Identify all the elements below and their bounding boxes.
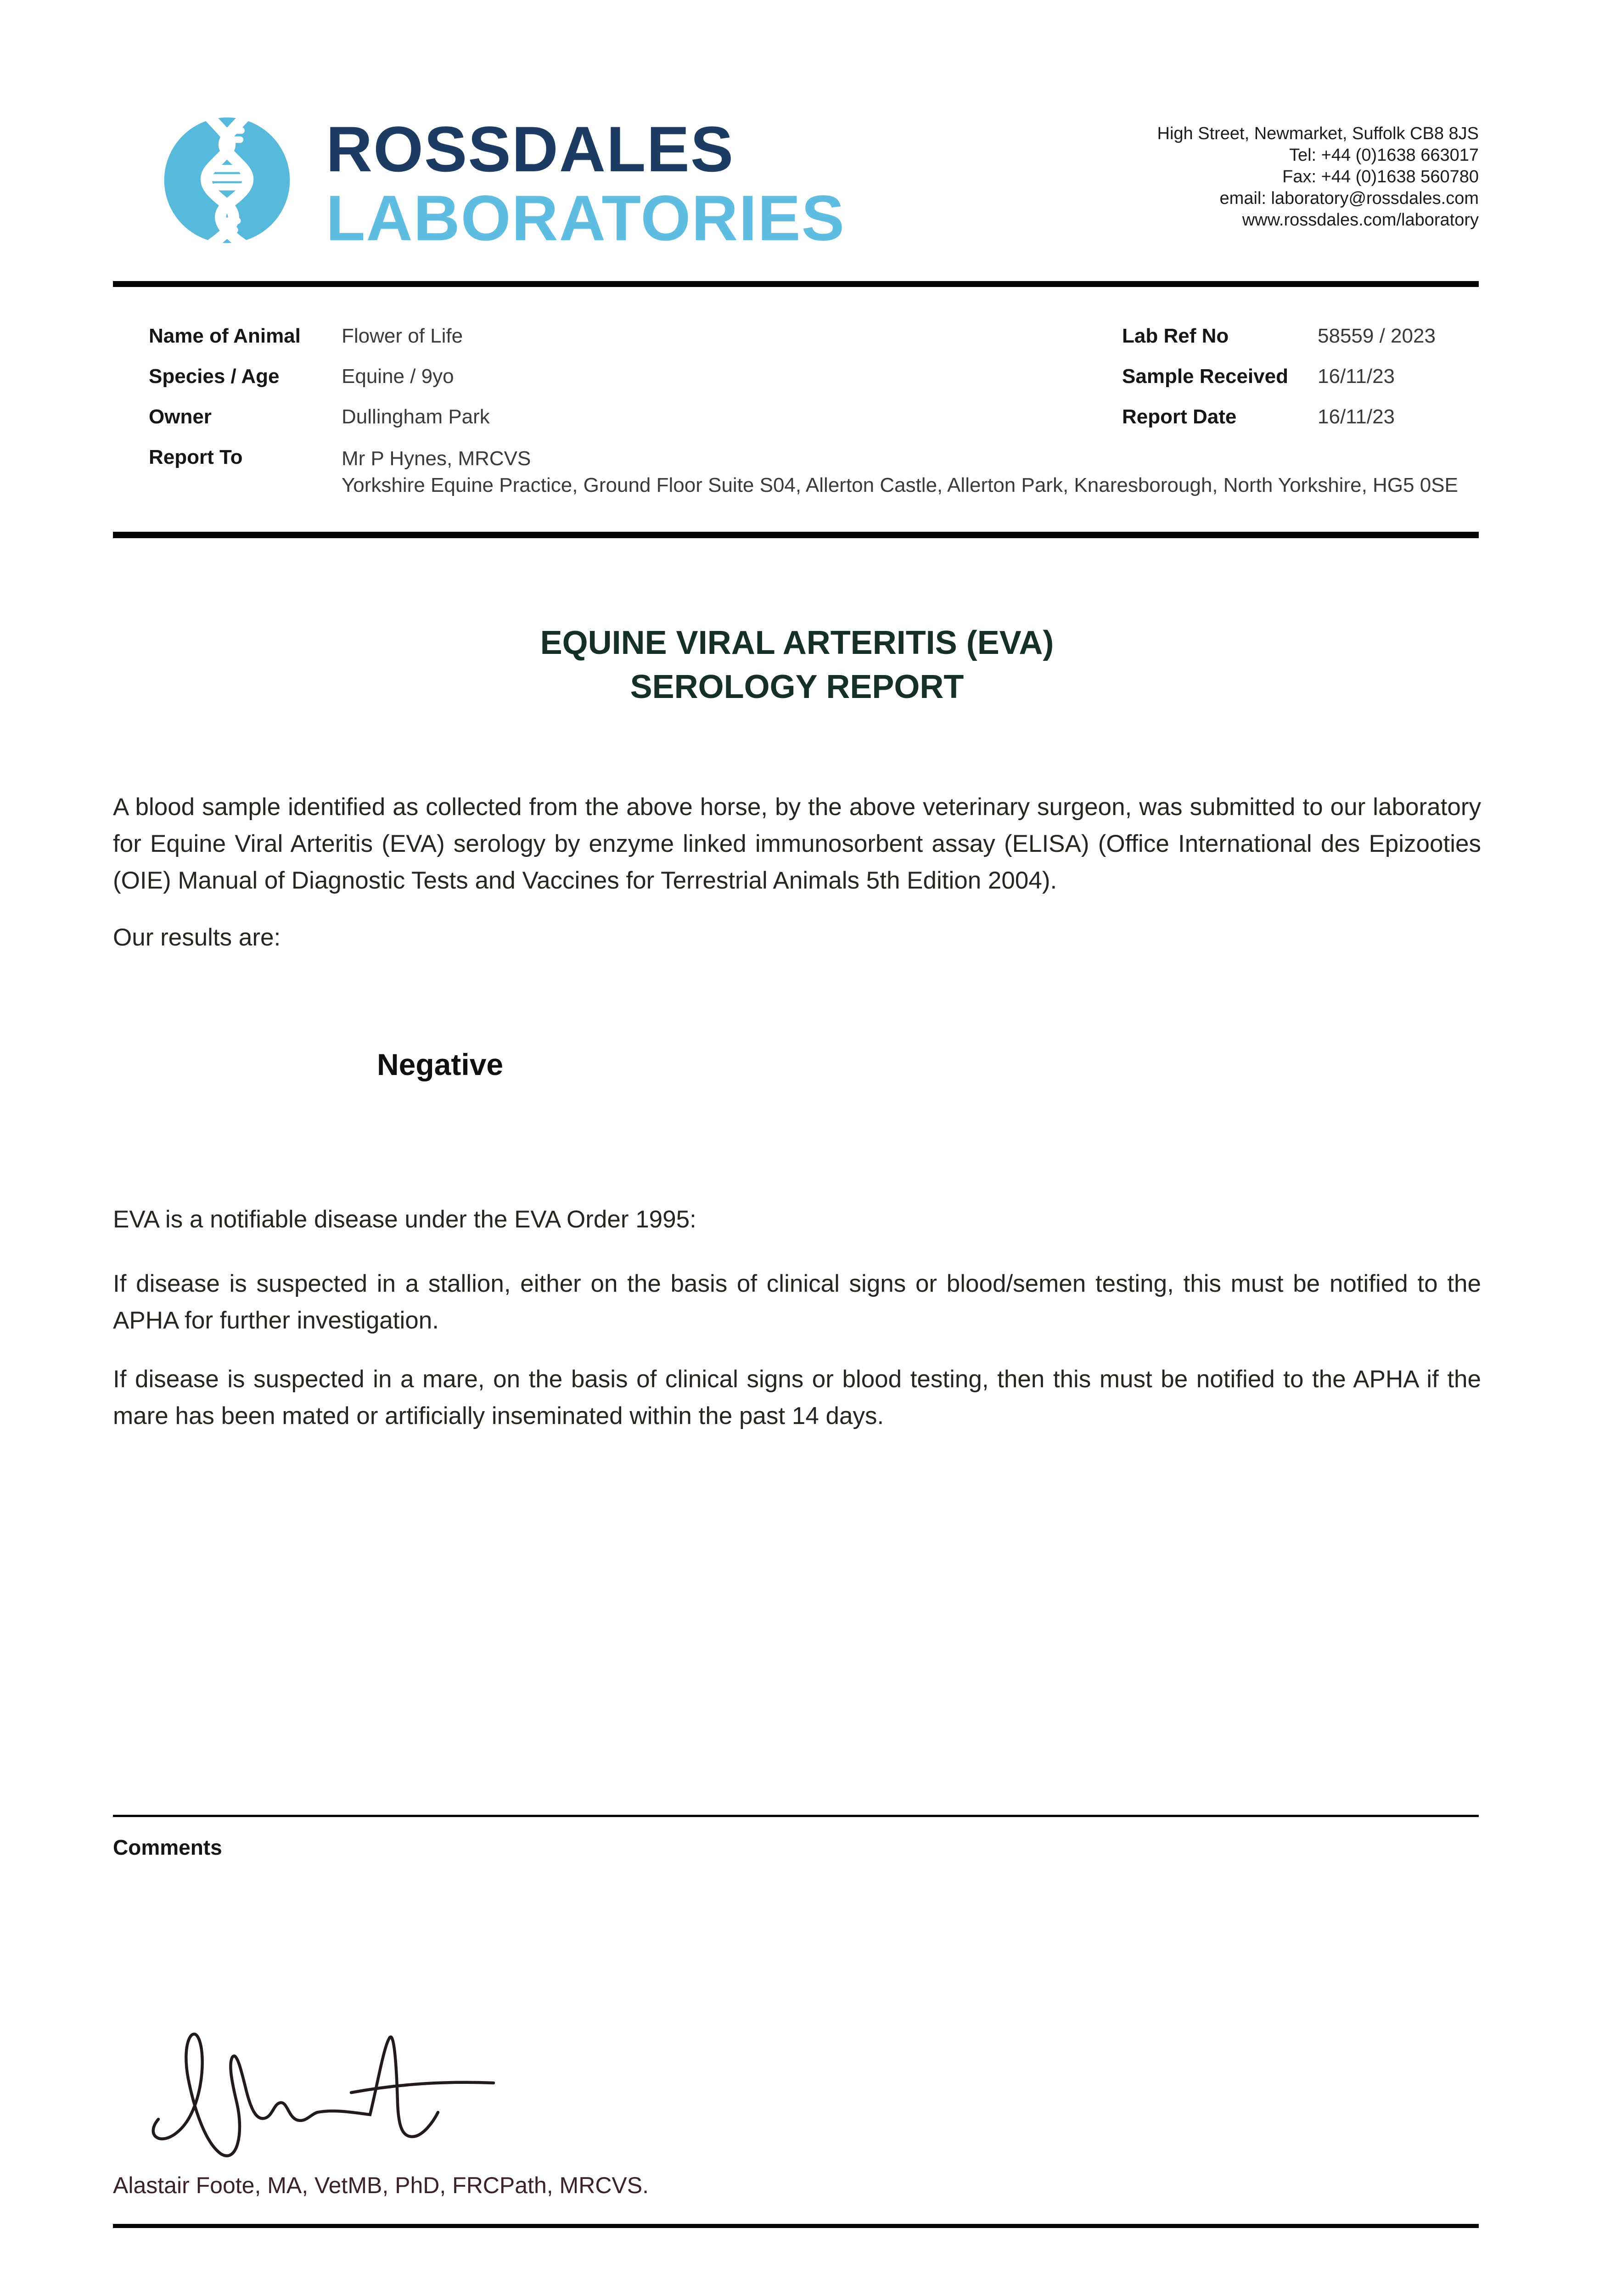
report-to-vet: Mr P Hynes, MRCVS <box>342 447 531 470</box>
org-name-line1: ROSSDALES <box>326 113 735 185</box>
handwritten-signature <box>126 2014 512 2167</box>
case-details-divider <box>113 532 1479 538</box>
lab-address: High Street, Newmarket, Suffolk CB8 8JS <box>1157 124 1479 143</box>
lab-ref-no-value: 58559 / 2023 <box>1318 325 1436 347</box>
name-of-animal-value: Flower of Life <box>342 325 463 347</box>
comments-heading: Comments <box>113 1835 222 1859</box>
sample-received-value: 16/11/23 <box>1318 365 1395 388</box>
species-age-label: Species / Age <box>149 365 280 388</box>
report-title <box>113 621 1481 709</box>
lab-contact-details <box>1157 123 1479 231</box>
stallion-notification-paragraph: If disease is suspected in a stallion, either on the basis of clinical signs or blood/semen testing, this must be notified to the APHA for further investigation. <box>113 1270 1481 1334</box>
results-intro: Our results are: <box>113 924 281 951</box>
org-name-line2: LABORATORIES <box>326 182 846 254</box>
result-value: Negative <box>377 1047 504 1081</box>
report-to-label: Report To <box>149 446 243 468</box>
owner-value: Dullingham Park <box>342 405 490 428</box>
footer-bar <box>113 2224 1479 2228</box>
name-of-animal-label: Name of Animal <box>149 325 301 347</box>
header-divider <box>113 281 1479 287</box>
report-title-line2: SEROLOGY REPORT <box>630 669 964 705</box>
comments-divider <box>113 1815 1479 1817</box>
report-date-label: Report Date <box>1122 405 1237 428</box>
mare-notification-paragraph: If disease is suspected in a mare, on the basis of clinical signs or blood testing, then this must be notified to the APHA if the mare has been mated or artificially inseminated within the past 14 days. <box>113 1366 1481 1429</box>
signatory-name: Alastair Foote, MA, VetMB, PhD, FRCPath, MRCVS. <box>113 2172 649 2198</box>
dna-helix-icon <box>162 115 292 246</box>
report-to-value <box>342 445 1480 499</box>
report-to-practice-address: Yorkshire Equine Practice, Ground Floor Suite S04, Allerton Castle, Allerton Park, Knaresborough, North Yorkshire, HG5 0SE <box>342 474 1458 496</box>
lab-telephone: Tel: +44 (0)1638 663017 <box>1289 146 1479 165</box>
lab-website: www.rossdales.com/laboratory <box>1242 210 1479 230</box>
organisation-name <box>326 115 845 253</box>
species-age-value: Equine / 9yo <box>342 365 454 388</box>
case-details-right <box>1122 324 1485 429</box>
lab-email: email: laboratory@rossdales.com <box>1219 189 1479 208</box>
lab-fax: Fax: +44 (0)1638 560780 <box>1282 167 1479 186</box>
notifiable-disease-line: EVA is a notifiable disease under the EVA Order 1995: <box>113 1206 696 1233</box>
intro-paragraph: A blood sample identified as collected from the above horse, by the above veterinary surgeon, was submitted to our laboratory for Equine Viral Arteritis (EVA) serology by enzyme linked immunosorbent assay (ELISA) (Office International des Epizooties (OIE) Manual of Diagnostic Tests and Vaccines for Terrestrial Animals 5th Edition 2004). <box>113 793 1481 894</box>
owner-label: Owner <box>149 405 212 428</box>
sample-received-label: Sample Received <box>1122 365 1288 388</box>
report-title-line1: EQUINE VIRAL ARTERITIS (EVA) <box>540 625 1054 661</box>
report-date-value: 16/11/23 <box>1318 405 1395 428</box>
lab-ref-no-label: Lab Ref No <box>1122 325 1229 347</box>
